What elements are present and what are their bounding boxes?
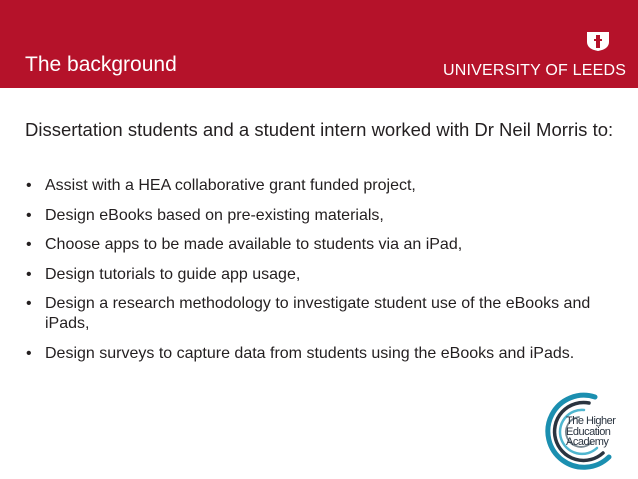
list-item-text: Choose apps to be made available to students via an iPad, — [45, 236, 463, 253]
list-item-text: Assist with a HEA collaborative grant funded project, — [45, 177, 416, 194]
bullet-icon: • — [26, 236, 32, 253]
bullet-icon: • — [26, 265, 32, 283]
list-item — [25, 294, 620, 334]
hea-logo-text — [566, 416, 626, 448]
university-logo-text: UNIVERSITY OF LEEDS — [443, 62, 627, 79]
header-bar — [0, 0, 638, 88]
list-item-text: Design eBooks based on pre-existing materials, — [45, 206, 384, 224]
list-item-text: Design surveys to capture data from students using the eBooks and iPads. — [45, 344, 575, 362]
university-crest-icon — [583, 30, 613, 52]
list-item-text: Design a research methodology to investigate student use of the eBooks and iPads, — [45, 295, 591, 332]
list-item — [25, 344, 620, 364]
hea-logo-line: Academy — [566, 436, 609, 448]
bullet-icon: • — [26, 206, 32, 224]
bullet-icon: • — [26, 295, 32, 312]
bullet-icon: • — [26, 177, 32, 194]
hea-logo-line: The Higher — [566, 415, 616, 427]
slide-title: The background — [25, 53, 177, 76]
list-item — [25, 235, 620, 255]
list-item — [25, 265, 620, 285]
list-item — [25, 206, 620, 226]
list-item-text: Design tutorials to guide app usage, — [45, 265, 301, 283]
bullet-icon: • — [26, 344, 32, 362]
intro-text: Dissertation students and a student intern worked with Dr Neil Morris to: — [25, 119, 614, 140]
list-item — [25, 176, 620, 196]
bullet-list — [25, 176, 620, 373]
hea-logo-line: Education — [566, 425, 611, 438]
